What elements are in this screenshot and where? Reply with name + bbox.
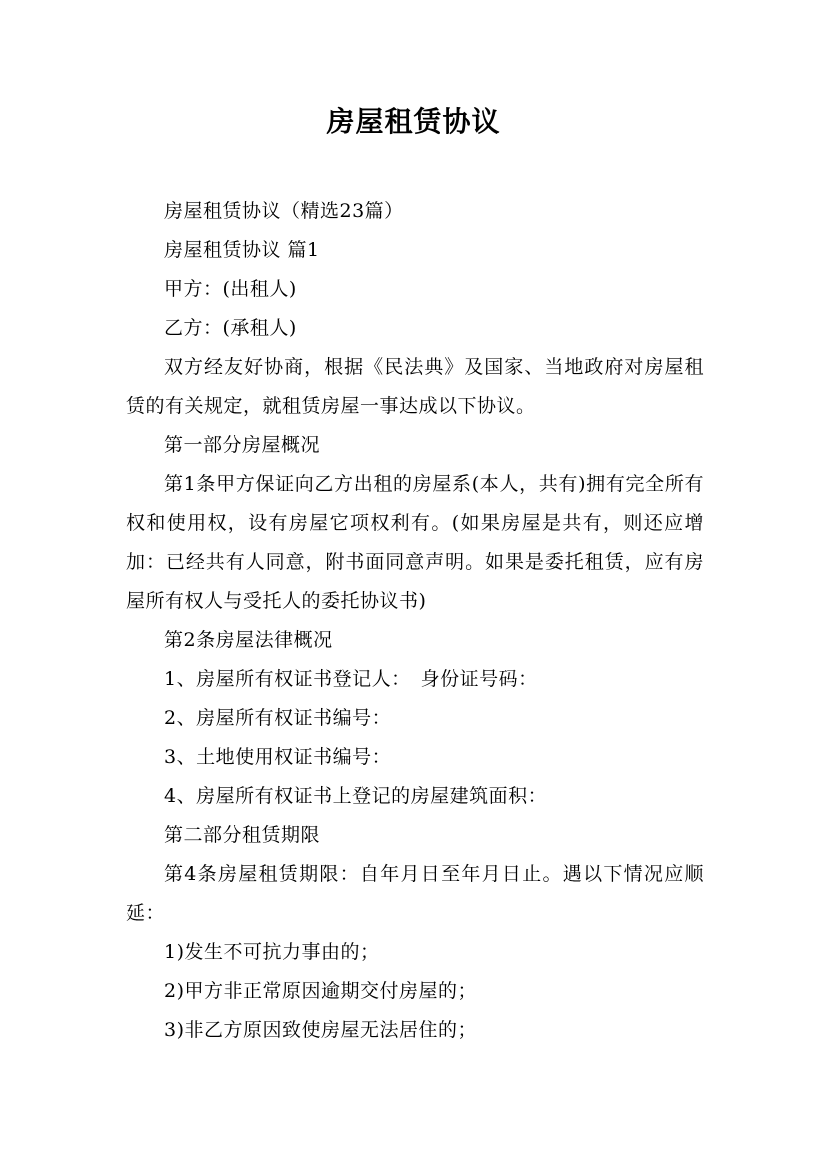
paragraph-section-one: 第一部分房屋概况: [164, 434, 321, 456]
paragraph-clause-2: 第2条房屋法律概况: [164, 629, 333, 651]
paragraph-condition-3: 3)非乙方原因致使房屋无法居住的；: [164, 1019, 478, 1041]
paragraph-party-b: 乙方：(承租人): [164, 317, 297, 339]
paragraph-item-3: 3、土地使用权证书编号：: [164, 746, 392, 768]
paragraph-item-1: 1、房屋所有权证书登记人： 身份证号码：: [164, 668, 538, 690]
document-title: 房屋租赁协议: [326, 105, 501, 138]
paragraph-preamble: 双方经友好协商，根据《民法典》及国家、当地政府对房屋租赁的有关规定，就租赁房屋一事达成以下协议。: [126, 356, 704, 417]
paragraph-subtitle: 房屋租赁协议（精选23篇）: [164, 200, 404, 222]
paragraph-condition-2: 2)甲方非正常原因逾期交付房屋的；: [164, 980, 478, 1002]
document-body: [126, 192, 704, 1050]
paragraph-party-a: 甲方：(出租人): [164, 278, 297, 300]
paragraph-item-4: 4、房屋所有权证书上登记的房屋建筑面积：: [164, 785, 548, 807]
paragraph-item-2: 2、房屋所有权证书编号：: [164, 707, 392, 729]
paragraph-clause-4: 第4条房屋租赁期限：自年月日至年月日止。遇以下情况应顺延：: [126, 863, 704, 924]
paragraph-clause-1: 第1条甲方保证向乙方出租的房屋系(本人，共有)拥有完全所有权和使用权，设有房屋它项权利有。(如果房屋是共有，则还应增加：已经共有人同意，附书面同意声明。如果是委托租赁，应有房屋所有权人与受托人的委托协议书): [126, 473, 704, 612]
paragraph-condition-1: 1)发生不可抗力事由的；: [164, 941, 380, 963]
paragraph-article-heading: 房屋租赁协议 篇1: [164, 239, 320, 261]
paragraph-section-two: 第二部分租赁期限: [164, 824, 321, 846]
